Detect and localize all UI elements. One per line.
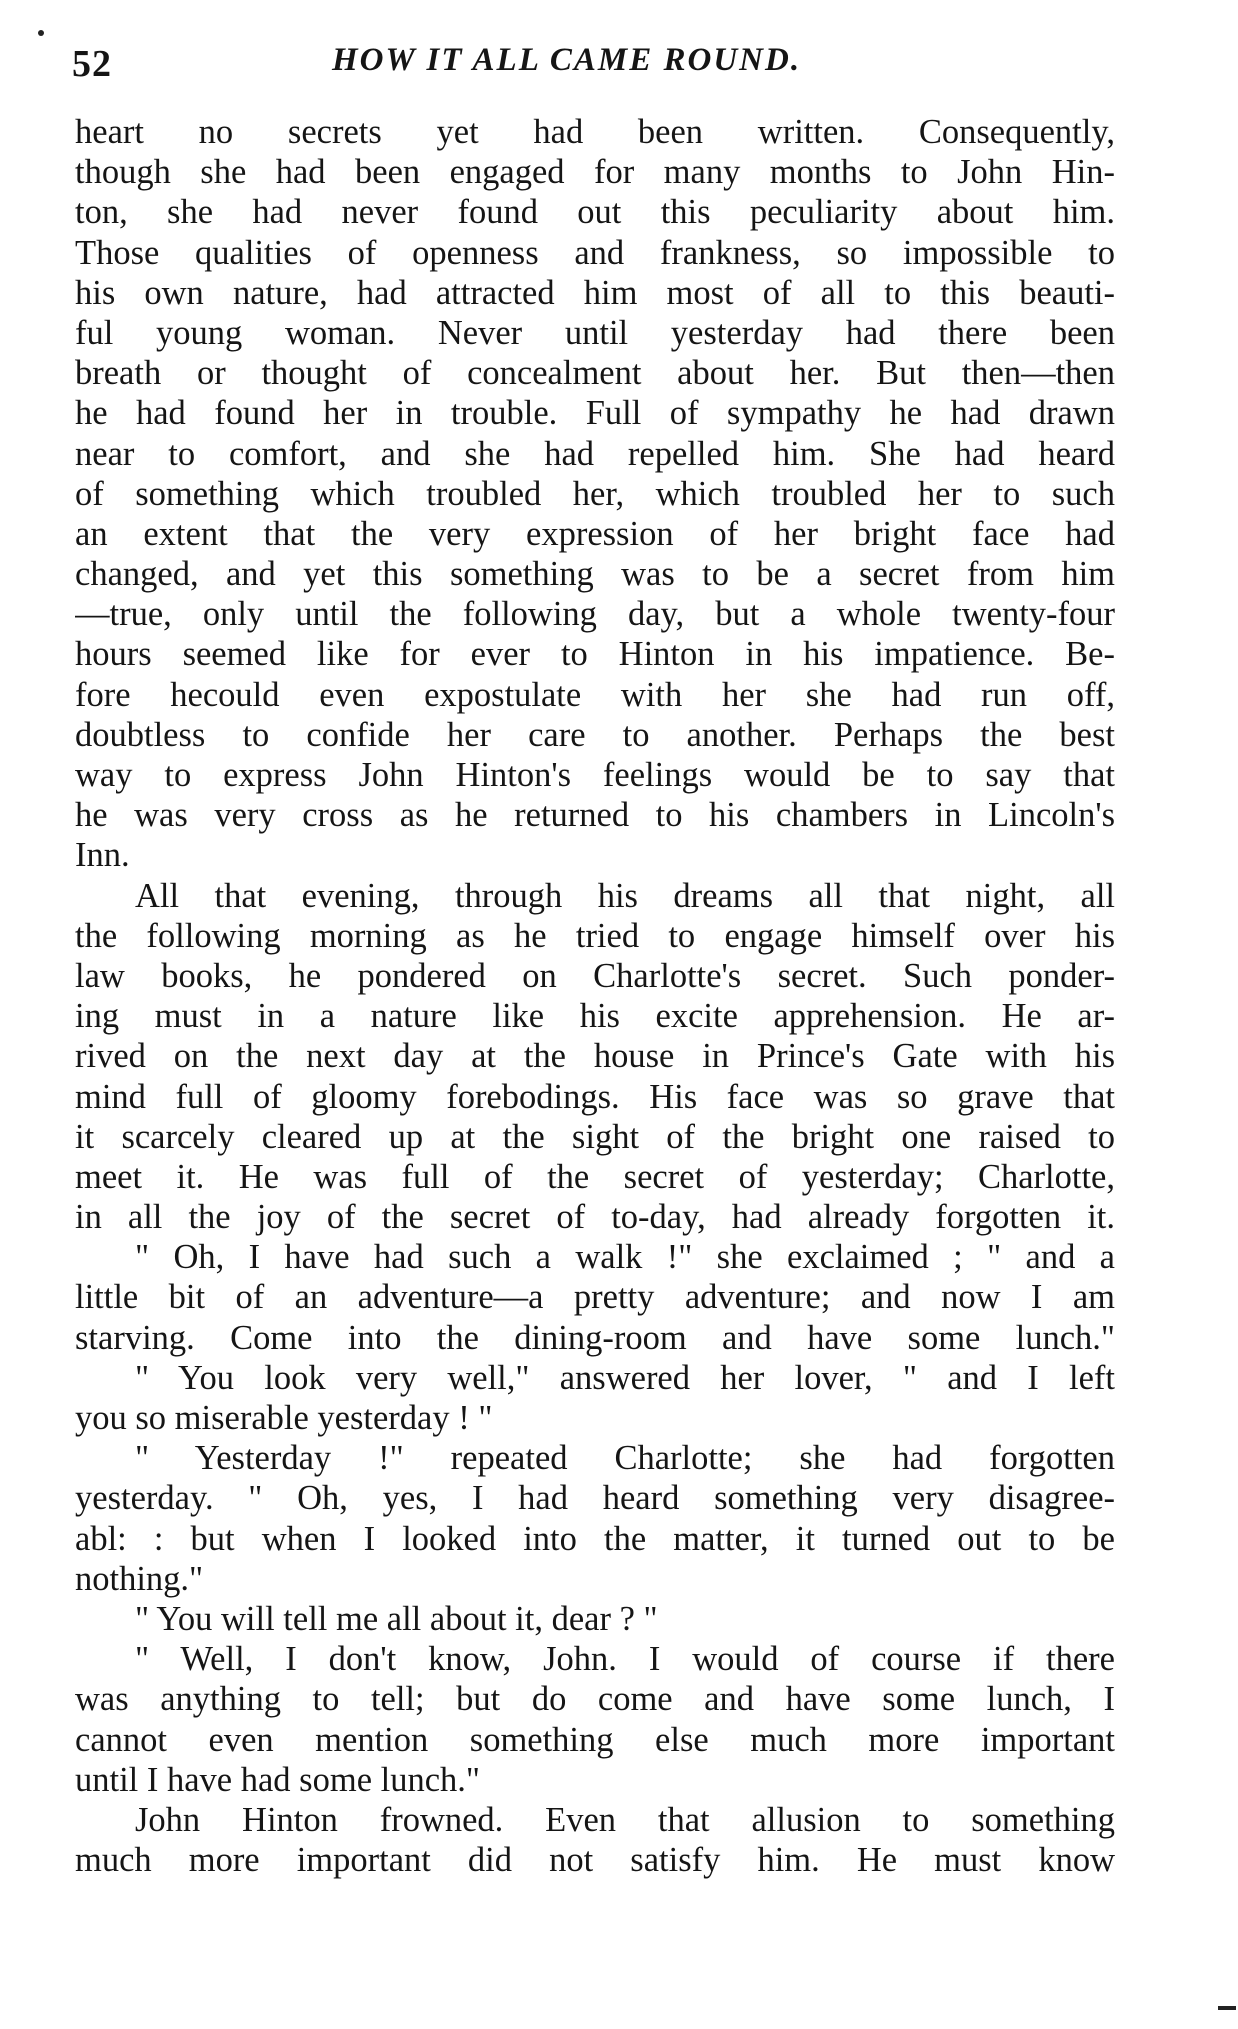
text-line: until I have had some lunch.": [75, 1760, 480, 1799]
text-line: an extent that the very expression of her bright face had: [75, 514, 1115, 553]
text-line: was anything to tell; but do come and have some lunch, I: [75, 1680, 1115, 1719]
text-line: rived on the next day at the house in Prince's Gate with his: [75, 1037, 1115, 1076]
text-line: John Hinton frowned. Even that allusion to something: [135, 1800, 1115, 1839]
text-line: he had found her in trouble. Full of sympathy he had drawn: [75, 394, 1115, 433]
text-line: ing must in a nature like his excite apprehension. He ar-: [75, 997, 1115, 1036]
text-line: mind full of gloomy forebodings. His face was so grave that: [75, 1077, 1115, 1116]
text-line: Inn.: [75, 836, 130, 875]
text-line: way to express John Hinton's feelings would be to say that: [75, 756, 1115, 794]
text-line: he was very cross as he returned to his chambers in Lincoln's: [75, 796, 1115, 835]
text-line: " Well, I don't know, John. I would of course if there: [135, 1640, 1115, 1679]
text-line: yesterday. " Oh, yes, I had heard something very disagree-: [75, 1479, 1115, 1518]
text-line: ful young woman. Never until yesterday had there been: [75, 313, 1115, 352]
text-line: it scarcely cleared up at the sight of the bright one raised to: [75, 1117, 1115, 1156]
text-line: starving. Come into the dining-room and have some lunch.": [75, 1318, 1115, 1357]
page-edge-mark: [1218, 2006, 1236, 2010]
text-line: the following morning as he tried to engage himself over his: [75, 916, 1115, 955]
print-speck: [38, 30, 44, 36]
text-line: in all the joy of the secret of to-day, had already forgotten it.: [75, 1198, 1115, 1237]
text-line: —true, only until the following day, but a whole twenty-four: [75, 595, 1115, 634]
text-line: nothing.": [75, 1559, 204, 1598]
text-line: meet it. He was full of the secret of yesterday; Charlotte,: [75, 1157, 1115, 1196]
text-line: changed, and yet this something was to be a secret from him: [75, 555, 1115, 594]
text-line: " You look very well," answered her lover, " and I left: [135, 1358, 1115, 1397]
text-line: breath or thought of concealment about her. But then—then: [75, 354, 1115, 393]
page-header: [72, 38, 1112, 88]
text-line: hours seemed like for ever to Hinton in his impatience. Be-: [75, 635, 1115, 674]
text-line: All that evening, through his dreams all that night, all: [135, 876, 1115, 915]
body-text: [75, 112, 1115, 1880]
text-line: heart no secrets yet had been written. Consequently,: [75, 113, 1115, 151]
page-number: 52: [72, 43, 112, 85]
text-line: cannot even mention something else much more important: [75, 1720, 1115, 1759]
text-line: law books, he pondered on Charlotte's secret. Such ponder-: [75, 956, 1115, 995]
text-line: you so miserable yesterday ! ": [75, 1399, 493, 1437]
text-line: fore hecould even expostulate with her she had run off,: [75, 675, 1115, 714]
text-line: much more important did not satisfy him. He must know: [75, 1841, 1115, 1880]
text-line: his own nature, had attracted him most of all to this beauti-: [75, 273, 1115, 312]
text-line: little bit of an adventure—a pretty adventure; and now I am: [75, 1278, 1115, 1317]
running-title: HOW IT ALL CAME ROUND.: [332, 42, 802, 78]
text-line: though she had been engaged for many months to John Hin-: [75, 153, 1115, 192]
text-line: ton, she had never found out this peculiarity about him.: [75, 193, 1115, 232]
text-line: Those qualities of openness and frankness, so impossible to: [75, 233, 1115, 272]
text-line: " You will tell me all about it, dear ? ": [135, 1599, 658, 1638]
text-line: near to comfort, and she had repelled him. She had heard: [75, 434, 1115, 473]
text-line: " Oh, I have had such a walk !" she exclaimed ; " and a: [135, 1238, 1115, 1277]
text-line: of something which troubled her, which troubled her to such: [75, 474, 1115, 513]
text-line: abl: : but when I looked into the matter, it turned out to be: [75, 1519, 1115, 1558]
text-line: doubtless to confide her care to another. Perhaps the best: [75, 715, 1115, 754]
text-line: " Yesterday !" repeated Charlotte; she had forgotten: [135, 1439, 1115, 1478]
